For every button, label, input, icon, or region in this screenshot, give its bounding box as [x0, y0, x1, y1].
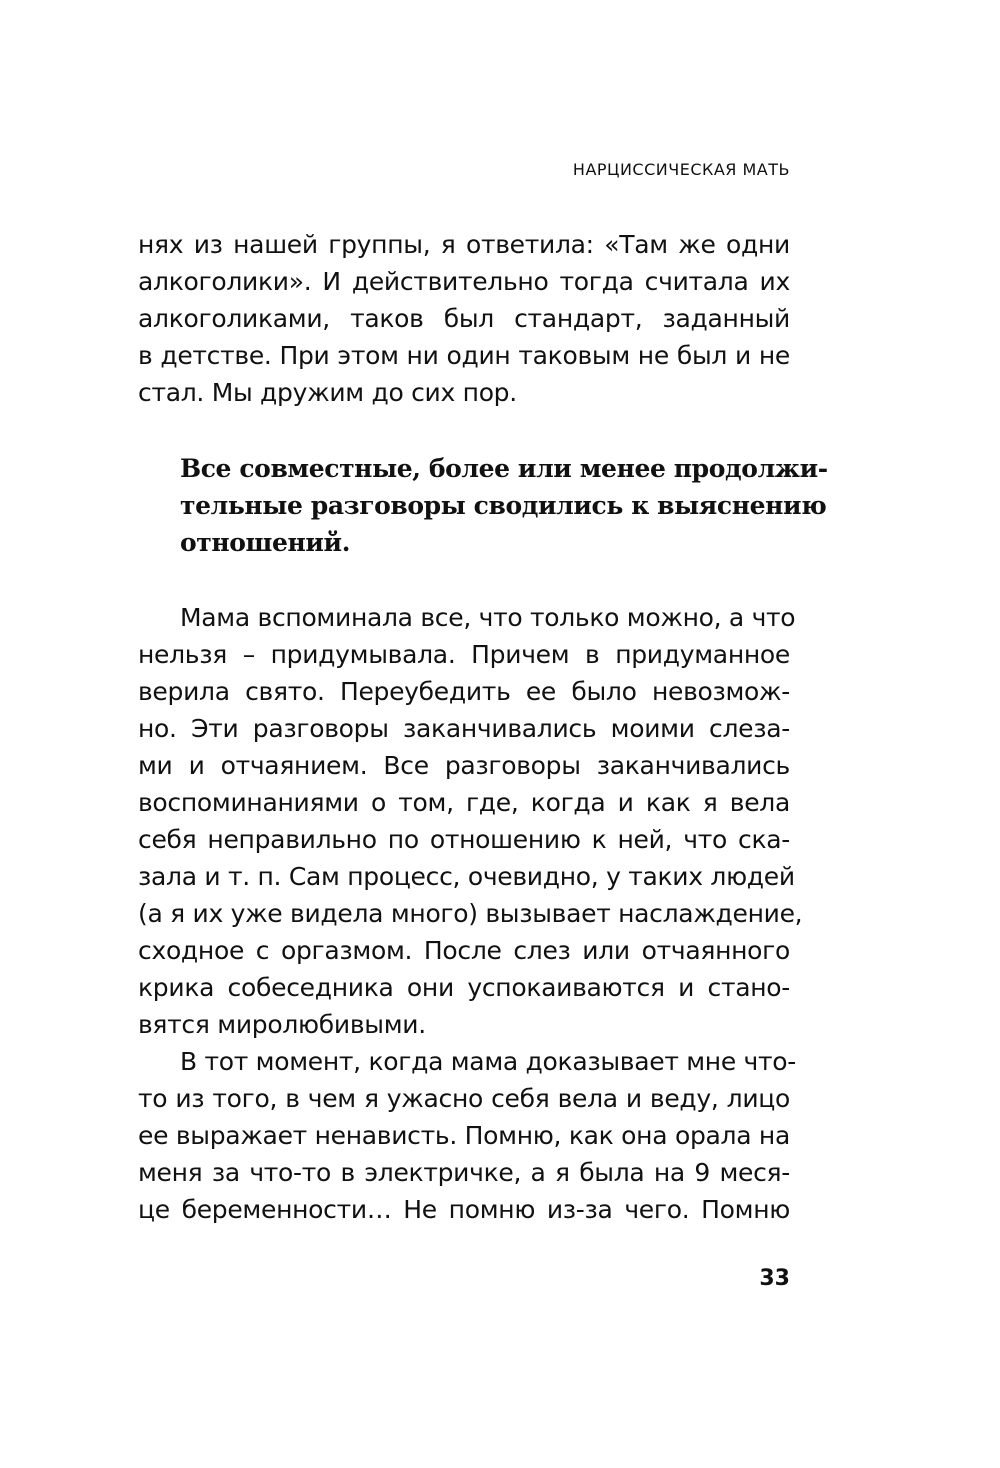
text-line: нельзя – придумывала. Причем в придуманное	[138, 640, 790, 669]
paragraph-2	[138, 599, 803, 1228]
callout-line: тельные разговоры сводились к выяснению	[180, 491, 827, 520]
text-line: то из того, в чем я ужасно себя вела и веду, лицо	[138, 1084, 790, 1113]
callout-line: Все совместные, более или менее продолжи-	[180, 454, 828, 483]
text-line: Мама вспоминала все, что только можно, а что	[180, 603, 796, 632]
text-line: вятся миролюбивыми.	[138, 1010, 426, 1039]
text-line: алкоголики». И действительно тогда считала их	[138, 267, 790, 296]
text-line: зала и т. п. Сам процесс, очевидно, у таких людей	[138, 862, 795, 891]
text-line: ее выражает ненависть. Помню, как она орала на	[138, 1121, 790, 1150]
callout-line: отношений.	[180, 528, 350, 557]
text-line: себя неправильно по отношению к ней, что ска-	[138, 825, 790, 854]
text-line: крика собеседника они успокаиваются и стано-	[138, 973, 790, 1002]
text-line: ми и отчаянием. Все разговоры заканчивались	[138, 751, 790, 780]
text-line: В тот момент, когда мама доказывает мне что-	[180, 1047, 797, 1076]
paragraph-1	[138, 226, 790, 411]
page-number: 33	[759, 1266, 790, 1291]
callout-quote	[180, 450, 828, 561]
text-line: нях из нашей группы, я ответила: «Там же одни	[138, 230, 790, 259]
text-line: алкоголиками, таков был стандарт, заданный	[138, 304, 790, 333]
running-head: НАРЦИССИЧЕСКАЯ МАТЬ	[572, 160, 790, 179]
text-line: но. Эти разговоры заканчивались моими слеза-	[138, 714, 790, 743]
text-line: (а я их уже видела много) вызывает наслаждение,	[138, 899, 803, 928]
text-line: верила свято. Переубедить ее было невозмож-	[138, 677, 790, 706]
text-line: стал. Мы дружим до сих пор.	[138, 378, 517, 407]
text-line: це беременности… Не помню из-за чего. Помню	[138, 1195, 790, 1224]
text-line: меня за что-то в электричке, а я была на 9 меся-	[138, 1158, 790, 1187]
text-line: сходное с оргазмом. После слез или отчаянного	[138, 936, 790, 965]
text-line: в детстве. При этом ни один таковым не был и не	[138, 341, 790, 370]
text-line: воспоминаниями о том, где, когда и как я вела	[138, 788, 790, 817]
